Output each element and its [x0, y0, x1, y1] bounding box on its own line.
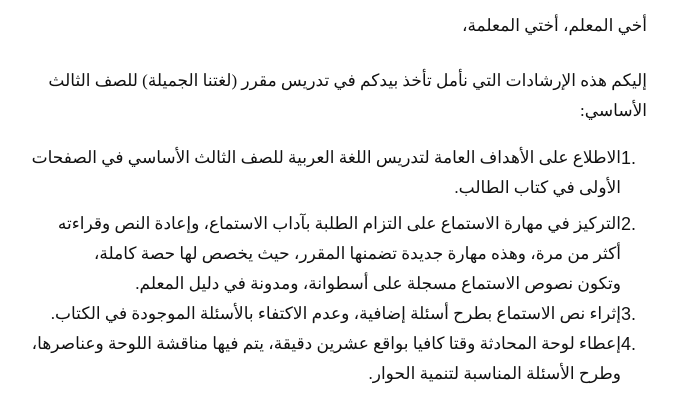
- list-item-text: [20, 329, 621, 389]
- text-line: وطرح الأسئلة المناسبة لتنمية الحوار.: [368, 364, 621, 383]
- list-item-number: 1.: [621, 148, 637, 168]
- list-item: [20, 329, 647, 389]
- list-item: [20, 143, 647, 203]
- list-item-number: 2.: [621, 214, 637, 234]
- greeting-line: أخي المعلم، أختي المعلمة،: [461, 16, 647, 35]
- list-item-number: 4.: [621, 334, 637, 354]
- text-line: إعطاء لوحة المحادثة وقتا كافيا بواقع عشرين دقيقة، يتم فيها مناقشة اللوحة وعناصرها،: [31, 334, 621, 353]
- list-item: [20, 209, 647, 299]
- list-item-text: [20, 143, 621, 203]
- text-line: الاطلاع على الأهداف العامة لتدريس اللغة العربية للصف الثالث الأساسي في الصفحات: [31, 148, 621, 167]
- text-line: وتكون نصوص الاستماع مسجلة على أسطوانة، ومدونة في دليل المعلم.: [135, 274, 621, 293]
- text-line: التركيز في مهارة الاستماع على التزام الطلبة بآداب الاستماع، وإعادة النص وقراءته: [57, 214, 621, 233]
- list-item-text: [20, 299, 621, 329]
- list-item-text: [20, 209, 621, 299]
- instructions-list: [20, 143, 647, 389]
- intro-paragraph: إليكم هذه الإرشادات التي نأمل تأخذ بيدكم في تدريس مقرر (لغتنا الجميلة) للصف الثالث الأساسي:: [48, 71, 647, 120]
- text-line: الأولى في كتاب الطالب.: [454, 178, 621, 197]
- list-item-number: 3.: [621, 304, 637, 324]
- text-line: أكثر من مرة، وهذه مهارة جديدة تضمنها المقرر، حيث يخصص لها حصة كاملة،: [93, 244, 621, 263]
- text-line: إثراء نص الاستماع بطرح أسئلة إضافية، وعدم الاكتفاء بالأسئلة الموجودة في الكتاب.: [50, 304, 621, 323]
- list-item: [20, 299, 647, 329]
